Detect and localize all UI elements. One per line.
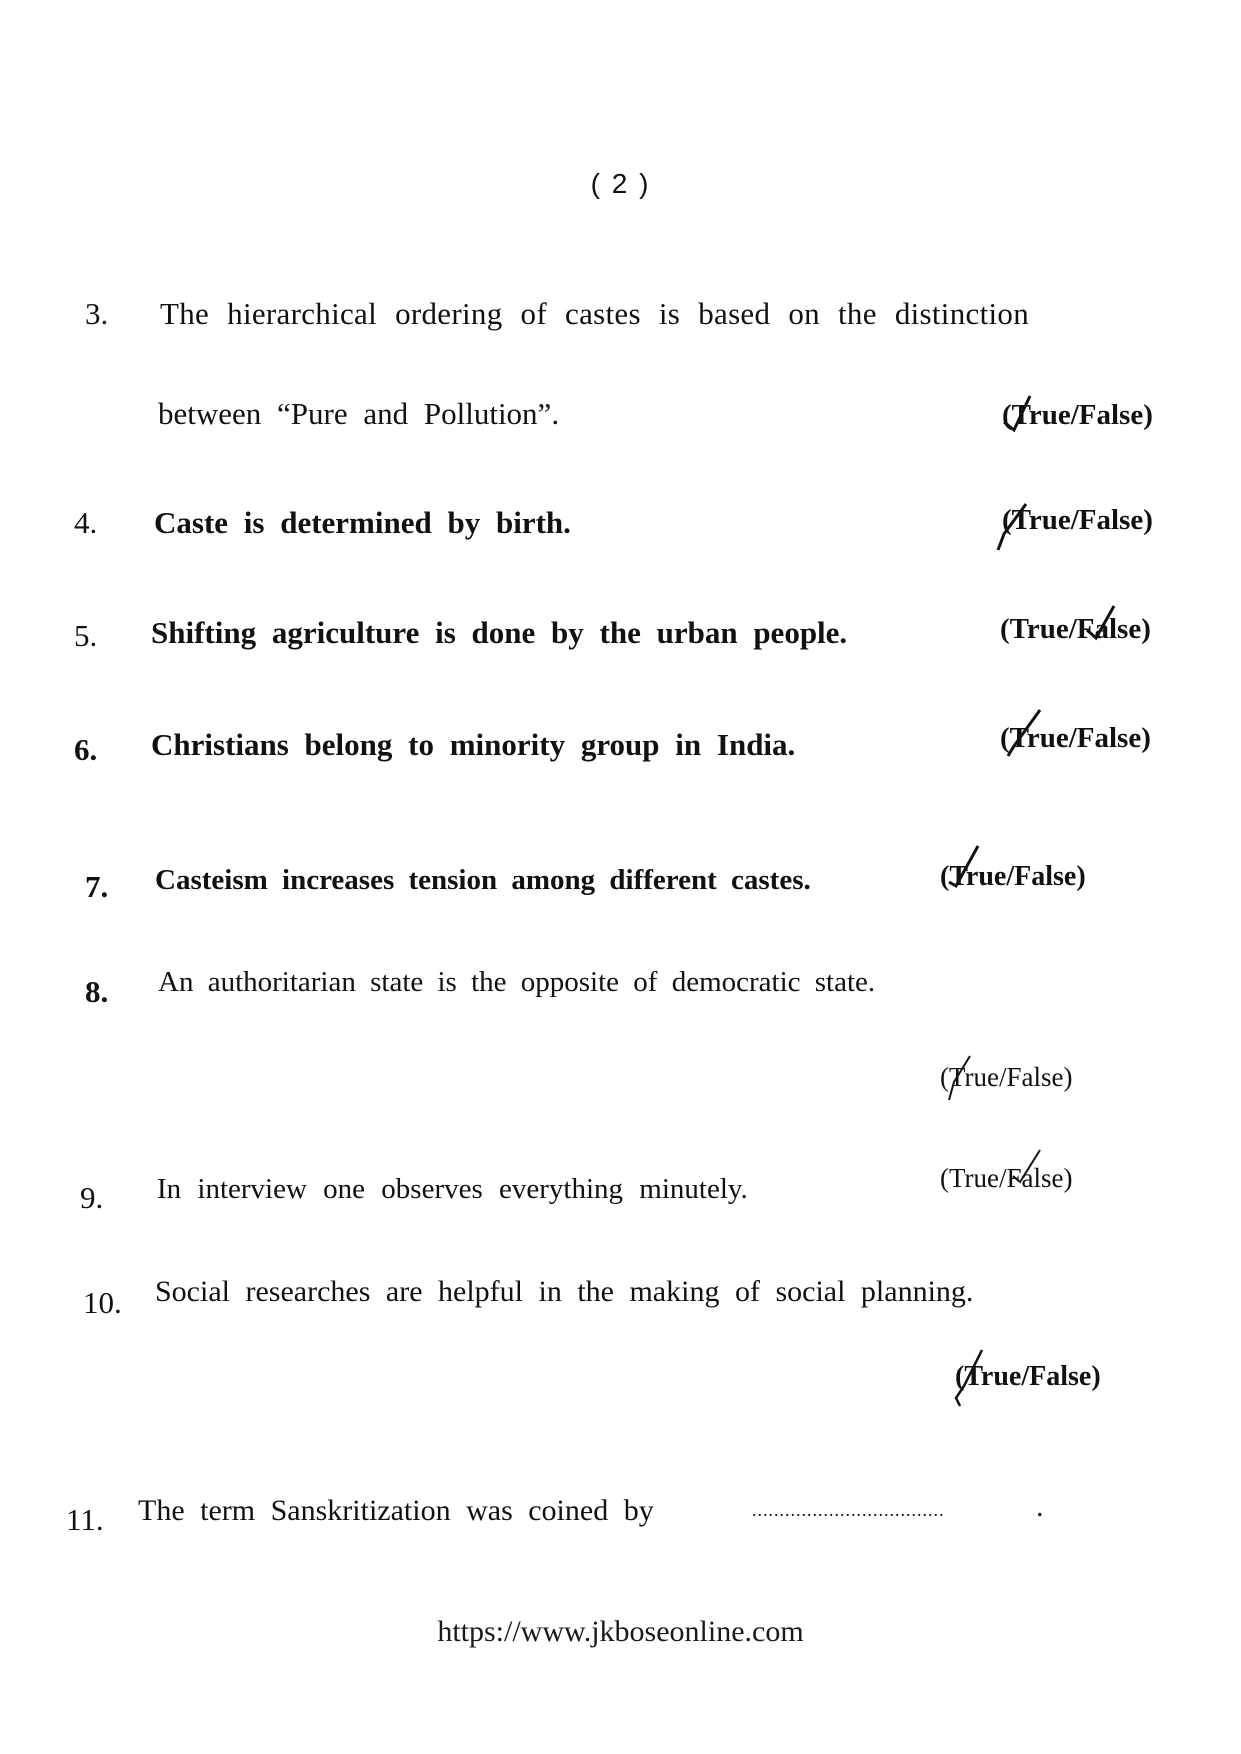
question-text: In interview one observes everything minutely. xyxy=(157,1173,748,1205)
question-number: 4. xyxy=(74,505,98,540)
true-false-choice: (True/False) xyxy=(1002,504,1153,536)
answer-blank[interactable]: ................................... xyxy=(752,1500,945,1520)
true-false-choice: (True/False) xyxy=(940,1163,1073,1193)
question-text: Social researches are helpful in the making of social planning. xyxy=(155,1275,974,1308)
sentence-end: . xyxy=(1036,1490,1044,1523)
footer-url[interactable]: https://www.jkboseonline.com xyxy=(437,1615,804,1648)
question-number: 7. xyxy=(85,869,109,904)
question-number: 9. xyxy=(80,1180,104,1215)
page-number: ( 2 ) xyxy=(590,168,651,199)
question-number: 3. xyxy=(85,296,109,331)
true-false-choice: (True/False) xyxy=(955,1361,1101,1392)
question-text: The term Sanskritization was coined by xyxy=(138,1494,654,1527)
question-number: 11. xyxy=(66,1502,104,1537)
question-number: 5. xyxy=(74,618,98,653)
true-false-choice: (True/False) xyxy=(1000,613,1151,645)
true-false-choice: (True/False) xyxy=(940,1062,1073,1092)
question-text: The hierarchical ordering of castes is based on the distinction xyxy=(160,296,1030,331)
question-text: Christians belong to minority group in India. xyxy=(151,727,796,762)
question-number: 10. xyxy=(83,1285,122,1320)
question-number: 6. xyxy=(74,732,98,767)
question-text: Shifting agriculture is done by the urban people. xyxy=(151,615,848,650)
question-number: 8. xyxy=(85,974,109,1009)
true-false-choice: (True/False) xyxy=(940,861,1086,892)
true-false-choice: (True/False) xyxy=(1002,399,1153,431)
question-text-continuation: between “Pure and Pollution”. xyxy=(158,396,560,431)
true-false-choice: (True/False) xyxy=(1000,722,1151,754)
question-text: Caste is determined by birth. xyxy=(154,505,571,540)
question-text: An authoritarian state is the opposite of democratic state. xyxy=(158,966,876,998)
question-text: Casteism increases tension among different castes. xyxy=(155,864,811,896)
